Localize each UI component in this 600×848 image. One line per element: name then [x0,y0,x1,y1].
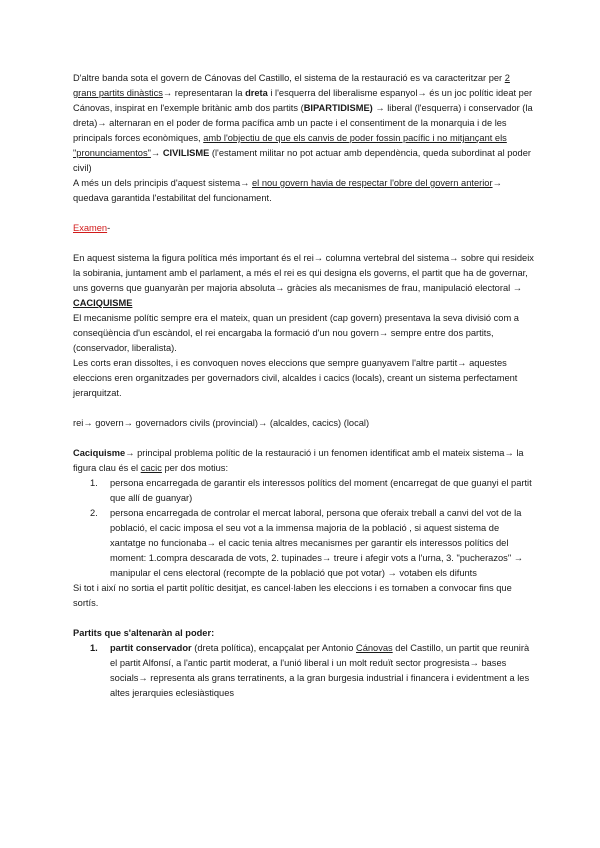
underlined-text: amb l'objectiu de que els canvis de poder fossin pacífic i no mitjançant els "pronunciamentos" [73,133,507,158]
text: En aquest sistema la figura política més important és el rei→ columna vertebral del sistema→ sobre qui resideix la sobirania, juntament amb el parlament, a més el rei es qui designa els governs, el partit que ha de governar, uns governs que guanyaràn per majoria absoluta→ gràcies als mecanismes de frau, manipulació electoral → [73,253,534,293]
bold-text: partit conservador [110,643,192,653]
paragraph-rei [73,251,535,311]
motius-list [73,476,535,581]
list-text: persona encarregada de controlar el mercat laboral, persona que oferaix treball a canvi del vot de la població, el cacic imposa el seu vot a la immensa majoria de la població , si aquest sistema de xantatge no funcionaba→ el cacic tenia altres mecanismes per garantir els interessos polítics del moment: 1.compra descarada de vots, 2. tupinades→ treure i afegir vots a l'urna, 3. "pucherazos" → manipular el cens electoral (recompte de la població que pot votar) → votaben els difunts [110,508,523,578]
paragraph-restauracio [73,71,535,176]
bold-text: CIVILISME [162,148,210,158]
paragraph-corts: Les corts eran dissoltes, i es convoquen noves eleccions que sempre guanyavem l'altre partit→ aquestes eleccions eren organitzades per governadors civil, alcaldes i cacics (locals), creant un sistema perfectament jerarquitzat. [73,358,518,398]
underlined-text: el nou govern havia de respectar l'obre del govern anterior [252,178,493,188]
text: A més un dels principis d'aquest sistema→ [73,178,253,188]
text: → liberal (l'esquerra) i conservador (la dreta)→ alternaran en el poder de forma pacífica amb un pacte i el consentiment de la monarquia i de les principals forces econòmiques, [73,103,533,143]
text: (l'estament militar no pot actuar amb dependència, queda subordinat al poder civil) [73,148,531,173]
paragraph-jerarquia: rei→ govern→ governadors civils (provincial)→ (alcaldes, cacics) (local) [73,418,370,428]
paragraph-caciquisme [73,446,535,476]
document-page [73,71,535,701]
text: → representaran la [162,88,246,98]
text: del Castillo, un partit que reunirà el partit Alfonsí, a l'antic partit moderat, a l'unió liberal i un molt reduït sector progresista→ bases socials→ representa als grans terratinents, a la gran burgesia industrial i financera i evidentment a les altes jerarquies eclesiàstiques [110,643,530,698]
bold-underlined-text: CACIQUISME [73,298,133,308]
underlined-text: 2 grans partits dinàstics [73,73,510,98]
list-text: persona encarregada de garantir els interessos polítics del moment (encarregat de que guanyi el partit que allí de guanyar) [110,478,532,503]
bold-text: Caciquisme [73,448,126,458]
list-number: 2. [90,508,98,518]
list-number: 1. [90,643,98,653]
text: (dreta política), encapçalat per Antonio [191,643,356,653]
underlined-text: Cánovas [355,643,393,653]
text: i l'esquerra del liberalisme espanyol→ és un joc polític ideat per Cánovas, inspirat en l'exemple britànic amb dos partits ( [73,88,533,113]
section-heading: Partits que s'altenaràn al poder: [73,628,215,638]
list-item [90,476,535,506]
text: → quedava garantida l'estabilitat del funcionament. [73,178,502,203]
partits-list [73,641,535,701]
underlined-text: cacic [140,463,162,473]
paragraph-eleccions: Si tot i així no sortia el partit polític desitjat, es cancel·laben les eleccions i es tornaben a convocar fins que sortís. [73,583,512,608]
paragraph-mecanisme: El mecanisme polític sempre era el mateix, quan un president (cap govern) presentava la seva divisió com a conseqüència d'un escàndol, el rei encargaba la formació d'un nou govern→ sempre entre dos partits, (conservador, liberalista). [73,313,519,353]
text: → [150,148,163,158]
text: - [107,223,111,233]
list-number: 1. [90,478,98,488]
examen-label [73,221,535,236]
text: → principal problema polític de la restauració i un fenomen identificat amb el mateix sistema→ la figura clau és el [73,448,524,473]
list-item [90,506,535,581]
text: D'altre banda sota el govern de Cánovas del Castillo, el sistema de la restauració es va caracteritzar per [73,73,505,83]
bold-text: BIPARTIDISME) [303,103,373,113]
bold-text: dreta [245,88,268,98]
list-item [90,641,535,701]
text: per dos motius: [161,463,229,473]
red-underlined-text: Examen [73,223,108,233]
paragraph-principis [73,176,535,206]
